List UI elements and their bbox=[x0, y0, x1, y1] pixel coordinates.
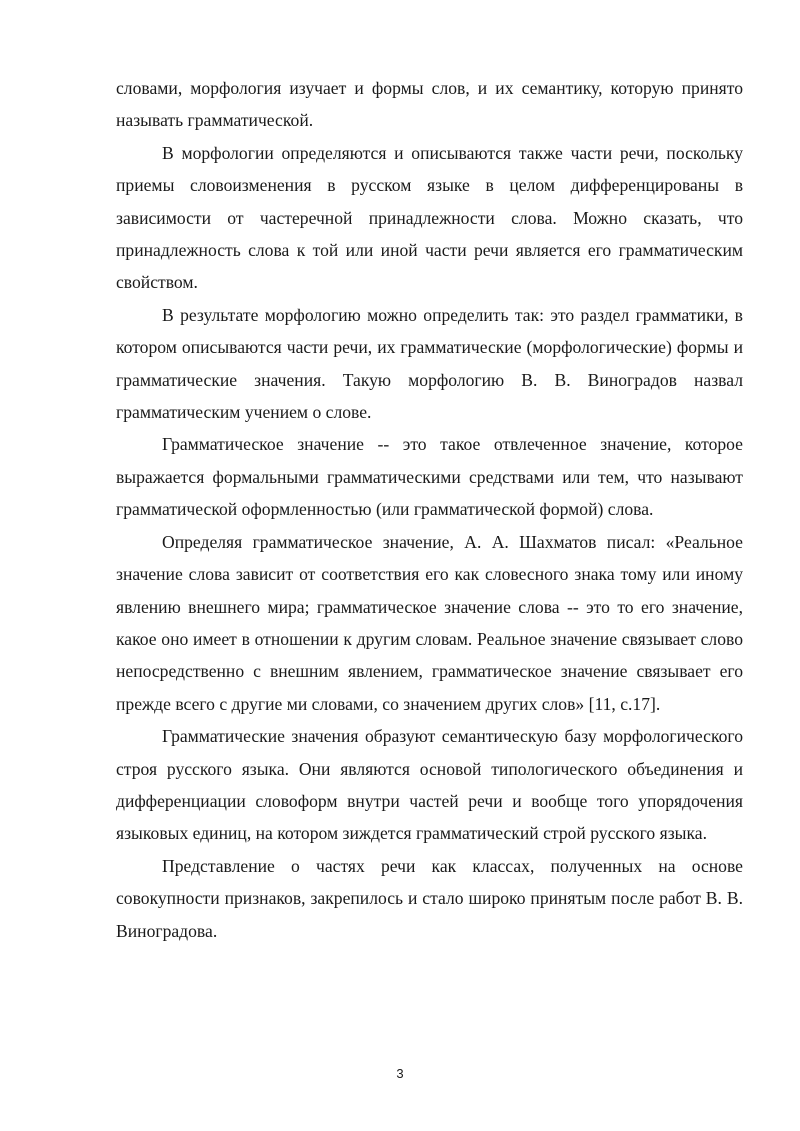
page-number: 3 bbox=[396, 1066, 404, 1081]
paragraph: Грамматическое значение -- это такое отвлеченное значение, которое выражается формальными грамматическими средствами или тем, что называют грамматической оформленностью (или грамматической формой) слова. bbox=[116, 434, 743, 520]
paragraph: В результате морфологию можно определить так: это раздел грамматики, в котором описываются части речи, их грамматические (морфологические) формы и грамматические значения. Такую морфологию В. В. Виноградов назвал грамматическим учением о слове. bbox=[116, 304, 743, 423]
paragraph: В морфологии определяются и описываются также части речи, поскольку приемы словоизменения в русском языке в целом дифференцированы в зависимости от частеречной принадлежности слова. Можно сказать, что принадлежность слова к той или иной части речи является его грамматическим свойством. bbox=[116, 142, 743, 293]
body-text bbox=[116, 72, 743, 947]
paragraph: Определяя грамматическое значение, А. А. Шахматов писал: «Реальное значение слова зависит от соответствия его как словесного знака тому или иному явлению внешнего мира; грамматическое значение слова -- это то его значение, какое оно имеет в отношении к другим словам. Реальное значение связывает слово непосредственно с внешним явлением, грамматическое значение связывает его прежде всего с другие ми словами, со значением других слов» [11, с.17]. bbox=[116, 531, 743, 714]
paragraph-continued: словами, морфология изучает и формы слов, и их семантику, которую принято называть грамматической. bbox=[116, 78, 743, 131]
paragraph: Представление о частях речи как классах, полученных на основе совокупности признаков, закрепилось и стало широко принятым после работ В. В. Виноградова. bbox=[116, 855, 743, 941]
paragraph: Грамматические значения образуют семантическую базу морфологического строя русского языка. Они являются основой типологического объединения и дифференциации словоформ внутри частей речи и вообще того упорядочения языковых единиц, на котором зиждется грамматический строй русского языка. bbox=[116, 726, 743, 844]
